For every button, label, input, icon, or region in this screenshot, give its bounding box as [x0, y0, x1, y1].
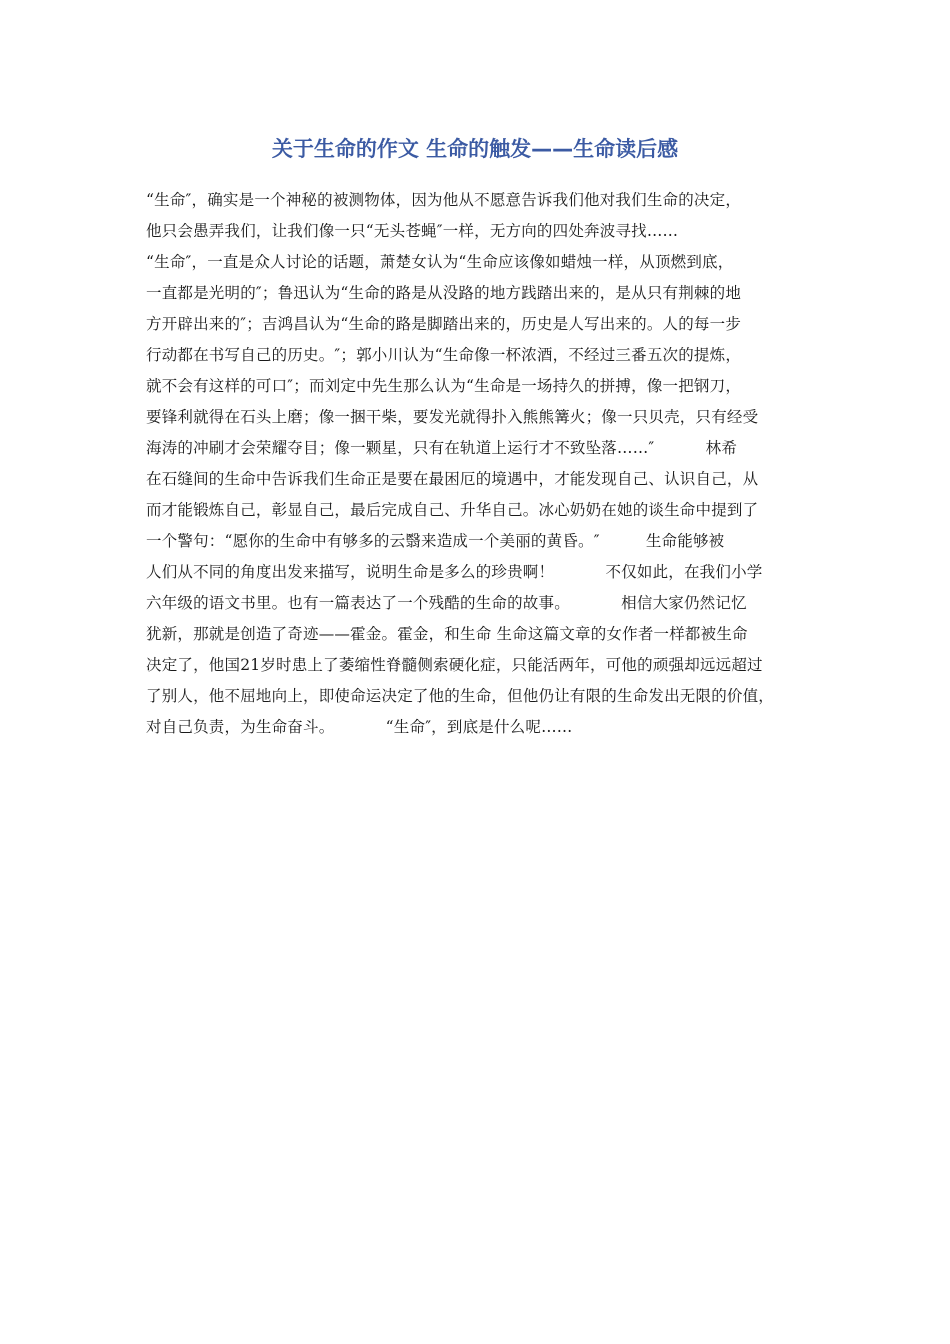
body-line: 六年级的语文书里。也有一篇表达了一个残酷的生命的故事。 相信大家仍然记忆 [146, 594, 747, 612]
body-line: 决定了，他国21岁时患上了萎缩性脊髓侧索硬化症，只能活两年，可他的顽强却远远超过 [146, 656, 763, 674]
body-line: 就不会有这样的可口″；而刘定中先生那么认为“生命是一场持久的拼搏，像一把钢刀， [146, 377, 742, 395]
body-line: 人们从不同的角度出发来描写，说明生命是多么的珍贵啊！ 不仅如此，在我们小学 [146, 563, 763, 581]
body-line: 一个警句：“愿你的生命中有够多的云翳来造成一个美丽的黄昏。″ 生命能够被 [146, 532, 725, 550]
body-line: 犹新，那就是创造了奇迹——霍金。霍金，和生命 生命这篇文章的女作者一样都被生命 [146, 625, 748, 643]
body-line: 海涛的冲刷才会荣耀夺目；像一颗星，只有在轨道上运行才不致坠落……″ 林希 [146, 439, 738, 457]
body-line: 对自己负责，为生命奋斗。 “生命″，到底是什么呢…… [146, 718, 573, 736]
body-line: 了别人，他不屈地向上，即使命运决定了他的生命，但他仍让有限的生命发出无限的价值， [146, 687, 775, 705]
document-title: 关于生命的作文 生命的触发——生命读后感 [271, 137, 679, 161]
body-line: 行动都在书写自己的历史。″；郭小川认为“生命像一杯浓酒，不经过三番五次的提炼， [146, 346, 742, 364]
body-line: 在石缝间的生命中告诉我们生命正是要在最困厄的境遇中，才能发现自己、认识自己，从 [146, 470, 759, 488]
body-line: “生命″，一直是众人讨论的话题，萧楚女认为“生命应该像如蜡烛一样，从顶燃到底， [146, 253, 734, 271]
document-body [146, 185, 826, 743]
body-line: 要锋利就得在石头上磨；像一捆干柴，要发光就得扑入熊熊篝火；像一只贝壳，只有经受 [146, 408, 759, 426]
body-line: 他只会愚弄我们，让我们像一只“无头苍蝇″一样，无方向的四处奔波寻找…… [146, 222, 679, 240]
body-line: 而才能锻炼自己，彰显自己，最后完成自己、升华自己。冰心奶奶在她的谈生命中提到了 [146, 501, 759, 519]
body-line: 一直都是光明的″；鲁迅认为“生命的路是从没路的地方践踏出来的，是从只有荆棘的地 [146, 284, 742, 302]
body-line: 方开辟出来的″；吉鸿昌认为“生命的路是脚踏出来的，历史是人写出来的。人的每一步 [146, 315, 742, 333]
body-line: “生命″，确实是一个神秘的被测物体，因为他从不愿意告诉我们他对我们生命的决定， [146, 191, 742, 209]
